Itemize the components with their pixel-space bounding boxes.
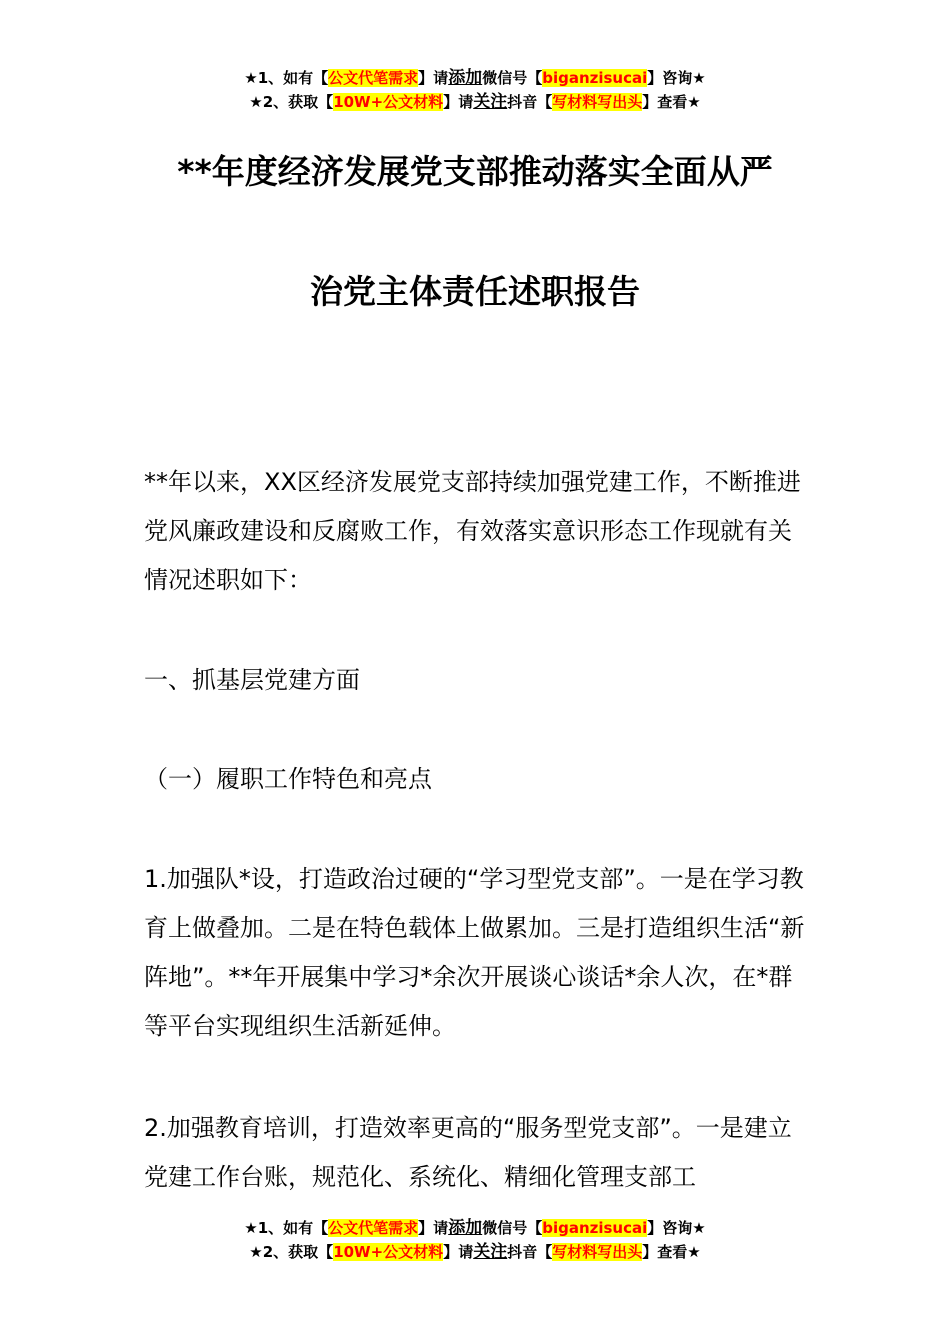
promo-text: 】咨询★ <box>647 69 706 87</box>
promo-text: ★1、如有【 <box>244 1219 329 1237</box>
paragraph-1 <box>144 855 814 1051</box>
promo-emphasis: 添加 <box>448 68 483 88</box>
promo-emphasis: 关注 <box>473 92 508 112</box>
promo-line-2 <box>0 1240 950 1264</box>
heading-text: 一、抓基层党建方面 <box>144 666 360 694</box>
paragraph-text: 1.加强队*设，打造政治过硬的“学习型党支部”。一是在学习教育上做叠加。二是在特色载体上做累加。三是打造组织生活“新阵地”。**年开展集中学习*余次开展谈心谈话*余人次，在*群等平台实现组织生活新延伸。 <box>144 865 805 1040</box>
paragraph-text: 2.加强教育培训，打造效率更高的“服务型党支部”。一是建立党建工作台账，规范化、系统化、精细化管理支部工 <box>144 1114 792 1191</box>
promo-text: 】请 <box>418 69 449 87</box>
promo-text: 】请 <box>443 93 474 111</box>
promo-highlight: 10W+公文材料 <box>333 93 444 111</box>
promo-text: 】咨询★ <box>647 1219 706 1237</box>
promo-emphasis: 添加 <box>448 1218 483 1238</box>
promo-highlight: 公文代笔需求 <box>328 1219 419 1237</box>
paragraph-text: **年以来，XX区经济发展党支部持续加强党建工作，不断推进党风廉政建设和反腐败工作，有效落实意识形态工作现就有关情况述职如下： <box>144 468 801 594</box>
promo-banner-top <box>0 66 950 114</box>
intro-paragraph <box>144 458 814 605</box>
promo-highlight: 写材料写出头 <box>552 1243 643 1261</box>
promo-line-2 <box>0 90 950 114</box>
subsection-heading <box>144 755 814 804</box>
document-title-line-1: **年度经济发展党支部推动落实全面从严 <box>177 152 773 191</box>
promo-text: ★2、获取【 <box>249 1243 334 1261</box>
promo-text: 微信号【 <box>482 1219 543 1237</box>
promo-highlight: 写材料写出头 <box>552 93 643 111</box>
promo-highlight: 10W+公文材料 <box>333 1243 444 1261</box>
promo-text: 抖音【 <box>507 1243 553 1261</box>
promo-text: ★1、如有【 <box>244 69 329 87</box>
promo-text: 】查看★ <box>642 1243 701 1261</box>
section-heading <box>144 656 814 705</box>
promo-text: ★2、获取【 <box>249 93 334 111</box>
promo-line-1 <box>0 66 950 90</box>
paragraph-2 <box>144 1104 814 1202</box>
document-title-line-2: 治党主体责任述职报告 <box>310 272 640 311</box>
promo-text: 抖音【 <box>507 93 553 111</box>
promo-highlight: 公文代笔需求 <box>328 69 419 87</box>
promo-text: 微信号【 <box>482 69 543 87</box>
heading-text: （一）履职工作特色和亮点 <box>144 765 432 793</box>
promo-highlight: biganzisucai <box>542 1219 648 1237</box>
promo-text: 】请 <box>443 1243 474 1261</box>
promo-emphasis: 关注 <box>473 1242 508 1262</box>
promo-banner-bottom <box>0 1216 950 1264</box>
promo-text: 】查看★ <box>642 93 701 111</box>
promo-highlight: biganzisucai <box>542 69 648 87</box>
promo-line-1 <box>0 1216 950 1240</box>
promo-text: 】请 <box>418 1219 449 1237</box>
